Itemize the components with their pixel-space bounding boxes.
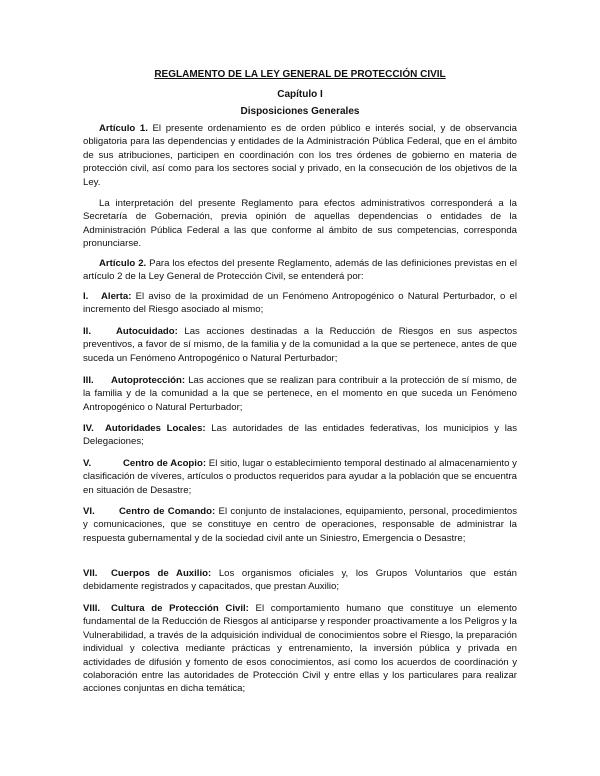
item-term: Autoridades Locales:	[105, 423, 206, 434]
item-text: El conjunto de instalaciones, equipamiento, personal, procedimientos y comunicaciones, que se constituye en centro de operaciones, responsable de administrar la respuesta gubernamental y de la sociedad civil ante un Siniestro, Emergencia o Desastre;	[83, 506, 517, 544]
article-1-paragraph	[83, 122, 517, 189]
item-term: Centro de Comando:	[119, 506, 216, 517]
item-term: Alerta:	[101, 291, 132, 302]
definition-item	[83, 374, 517, 414]
item-number: IV.	[83, 423, 94, 434]
item-number: I.	[83, 291, 89, 302]
item-number: III.	[83, 375, 94, 386]
item-number: VII.	[83, 568, 98, 579]
definition-item	[83, 422, 517, 449]
item-text: El comportamiento humano que constituye un elemento fundamental de la Reducción de Riesgos al anticiparse y responder proactivamente a los Peligros y la Vulnerabilidad, a través de la adquisición individual de conocimientos sobre el Riesgo, la preparación individual y colectiva mediante prácticas y entrenamiento, la inversión pública y privada en actividades de difusión y fomento de esos conocimientos, así como los acuerdos de coordinación y colaboración entre las autoridades de Protección Civil y entre ellas y los particulares para realizar acciones conjuntas en dicha temática;	[83, 603, 518, 695]
item-text: Los organismos oficiales y, los Grupos Voluntarios que están debidamente registrados y capacitados, que prestan Auxilio;	[83, 568, 518, 593]
item-text: Las acciones que se realizan para contribuir a la protección de sí mismo, de la familia y de la comunidad a la que se pertenece, en el momento en que suceda un Fenómeno Antropogénico o Natural Perturbador;	[83, 375, 517, 413]
definition-item	[83, 325, 517, 365]
article-1-text: El presente ordenamiento es de orden público e interés social, y de observancia obligatoria para las dependencias y entidades de la Administración Pública Federal, que en el ámbito de sus atribuciones, participen en coordinación con los tres órdenes de gobierno en materia de protección civil, así como para los sectores social y privado, en la consecución de los objetivos de la Ley.	[83, 123, 517, 188]
article-2-text: Para los efectos del presente Reglamento, además de las definiciones previstas en el artículo 2 de la Ley General de Protección Civil, se entenderá por:	[83, 258, 517, 283]
item-term: Cultura de Protección Civil:	[111, 603, 249, 614]
item-number: VIII.	[83, 603, 101, 614]
article-2-label: Artículo 2.	[99, 258, 147, 269]
chapter-heading: Capítulo I	[277, 89, 323, 100]
item-number: V.	[83, 458, 92, 469]
item-term: Cuerpos de Auxilio:	[111, 568, 212, 579]
item-number: VI.	[83, 506, 95, 517]
definition-item	[83, 505, 517, 545]
definition-item	[83, 567, 517, 594]
item-term: Autocuidado:	[116, 326, 178, 337]
definition-item	[83, 602, 517, 696]
item-term: Autoprotección:	[111, 375, 186, 386]
item-text: El sitio, lugar o establecimiento temporal destinado al almacenamiento y clasificación de víveres, artículos o productos requeridos para ayudar a la población que se encuentra en situación de Desastre;	[83, 458, 517, 496]
item-number: II.	[83, 326, 91, 337]
definition-item	[83, 457, 517, 497]
item-text: Las autoridades de las entidades federativas, los municipios y las Delegaciones;	[83, 423, 518, 448]
section-heading: Disposiciones Generales	[240, 106, 360, 117]
article-1-paragraph-2: La interpretación del presente Reglamento para efectos administrativos corresponderá a la Secretaría de Gobernación, previa opinión de aquellas dependencias o entidades de la Administración Pública Federal a las que conforme al ámbito de sus competencias, corresponda pronunciarse.	[83, 198, 517, 250]
article-1-label: Artículo 1.	[99, 123, 148, 134]
document-title: REGLAMENTO DE LA LEY GENERAL DE PROTECCIÓN CIVIL	[154, 69, 446, 80]
definition-item	[83, 290, 517, 317]
article-2-paragraph	[83, 257, 517, 284]
item-term: Centro de Acopio:	[123, 458, 207, 469]
item-text: El aviso de la proximidad de un Fenómeno Antropogénico o Natural Perturbador, o el incremento del Riesgo asociado al mismo;	[83, 291, 517, 316]
item-text: Las acciones destinadas a la Reducción de Riesgos en sus aspectos preventivos, a favor de sí mismo, de la familia y de la comunidad a la que se pertenece, antes de que suceda un Fenómeno Antropogénico o Natural Perturbador;	[83, 326, 517, 364]
